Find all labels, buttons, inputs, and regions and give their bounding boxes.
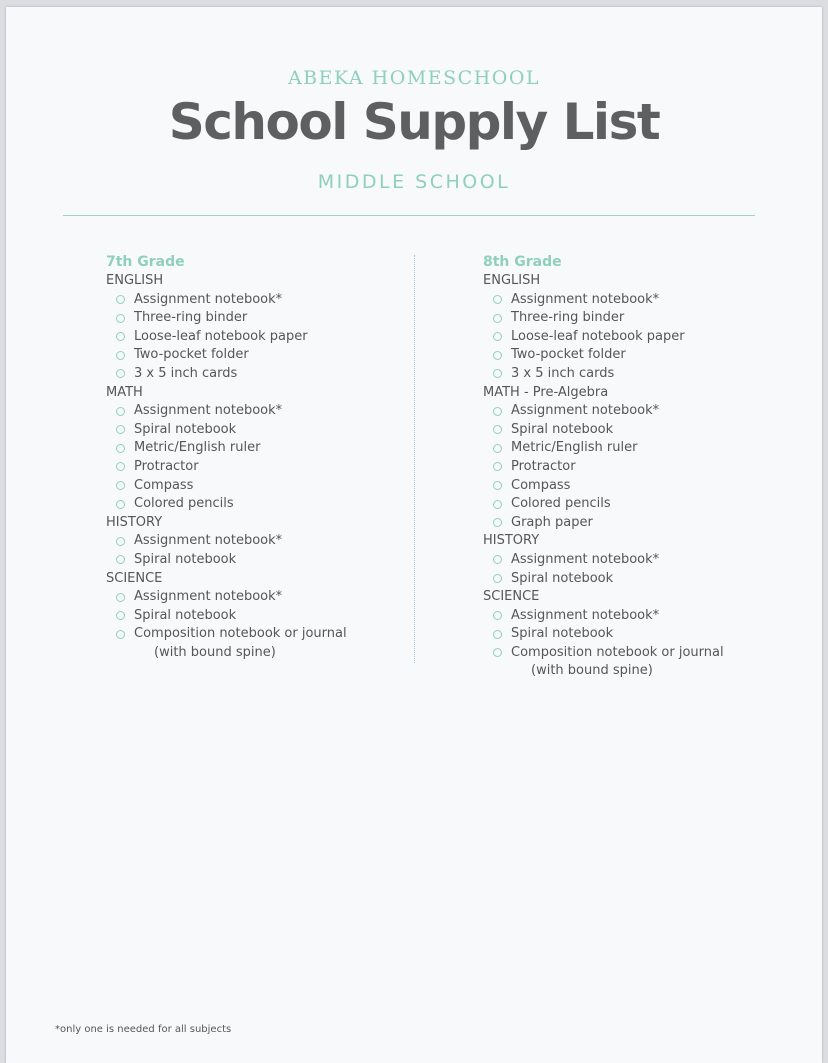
- list-item: [106, 607, 406, 626]
- subject-heading: MATH: [106, 384, 143, 400]
- list-item: [106, 477, 406, 496]
- list-item: [483, 607, 783, 626]
- list-item-label: Colored pencils: [511, 496, 611, 512]
- list-item-label: 3 x 5 inch cards: [134, 365, 238, 381]
- list-item: [106, 625, 406, 662]
- list-item: [483, 551, 783, 570]
- list-item: [106, 328, 406, 347]
- circle-bullet-icon: [116, 593, 125, 602]
- list-item-label: Assignment notebook*: [511, 291, 660, 307]
- list-item: [106, 421, 406, 440]
- list-item-label: Assignment notebook*: [134, 589, 283, 605]
- circle-bullet-icon: [116, 314, 125, 323]
- circle-bullet-icon: [493, 295, 502, 304]
- list-item-label: Loose-leaf notebook paper: [134, 328, 308, 344]
- list-item: [106, 309, 406, 328]
- list-item-label: Protractor: [134, 458, 199, 474]
- list-item-label: Assignment notebook*: [511, 551, 660, 567]
- list-item: [483, 328, 783, 347]
- circle-bullet-icon: [116, 462, 125, 471]
- circle-bullet-icon: [493, 500, 502, 509]
- list-item-label: Spiral notebook: [134, 551, 237, 567]
- list-item-note: (with bound spine): [154, 644, 276, 660]
- grade-column-8th: [483, 253, 783, 681]
- list-item: [106, 439, 406, 458]
- list-item: [483, 402, 783, 421]
- list-item-label: Composition notebook or journal: [511, 644, 724, 660]
- circle-bullet-icon: [116, 407, 125, 416]
- circle-bullet-icon: [116, 332, 125, 341]
- list-item: [483, 644, 783, 681]
- list-item-label: Two-pocket folder: [134, 347, 249, 363]
- header-rule: [63, 215, 755, 216]
- grade-heading: 8th Grade: [483, 254, 562, 270]
- list-item: [106, 402, 406, 421]
- list-item-label: 3 x 5 inch cards: [511, 365, 615, 381]
- circle-bullet-icon: [493, 630, 502, 639]
- list-item-label: Assignment notebook*: [511, 403, 660, 419]
- list-item-label: Assignment notebook*: [511, 607, 660, 623]
- subject-heading: MATH - Pre-Algebra: [483, 384, 609, 400]
- list-item: [106, 588, 406, 607]
- circle-bullet-icon: [493, 555, 502, 564]
- list-item: [483, 365, 783, 384]
- subject-heading: HISTORY: [483, 533, 540, 549]
- list-item-label: Assignment notebook*: [134, 403, 283, 419]
- brand-eyebrow: ABEKA HOMESCHOOL: [287, 67, 541, 89]
- list-item-label: Compass: [511, 477, 571, 493]
- list-item-label: Three-ring binder: [134, 310, 248, 326]
- list-item-label: Assignment notebook*: [134, 291, 283, 307]
- list-item-label: Three-ring binder: [511, 310, 625, 326]
- list-item: [106, 458, 406, 477]
- circle-bullet-icon: [116, 351, 125, 360]
- column-divider: [414, 255, 415, 663]
- list-item: [483, 346, 783, 365]
- list-item-label: Spiral notebook: [134, 607, 237, 623]
- circle-bullet-icon: [116, 537, 125, 546]
- circle-bullet-icon: [116, 295, 125, 304]
- list-item-label: Loose-leaf notebook paper: [511, 328, 685, 344]
- circle-bullet-icon: [116, 481, 125, 490]
- circle-bullet-icon: [116, 444, 125, 453]
- circle-bullet-icon: [116, 611, 125, 620]
- list-item: [483, 291, 783, 310]
- list-item-label: Spiral notebook: [511, 421, 614, 437]
- page-title: School Supply List: [168, 93, 660, 151]
- circle-bullet-icon: [493, 574, 502, 583]
- list-item-label: Two-pocket folder: [511, 347, 626, 363]
- list-item-label: Colored pencils: [134, 496, 234, 512]
- document-page: [6, 7, 822, 1063]
- list-item-label: Spiral notebook: [511, 570, 614, 586]
- circle-bullet-icon: [493, 314, 502, 323]
- circle-bullet-icon: [493, 425, 502, 434]
- grade-heading: 7th Grade: [106, 254, 185, 270]
- circle-bullet-icon: [116, 369, 125, 378]
- subject-heading: ENGLISH: [106, 273, 164, 288]
- list-item: [483, 439, 783, 458]
- circle-bullet-icon: [493, 351, 502, 360]
- list-item: [106, 291, 406, 310]
- list-item-note: (with bound spine): [531, 663, 653, 679]
- list-item: [483, 421, 783, 440]
- list-item: [483, 458, 783, 477]
- list-item: [483, 495, 783, 514]
- list-item: [106, 551, 406, 570]
- list-item-label: Graph paper: [511, 514, 593, 530]
- circle-bullet-icon: [493, 444, 502, 453]
- footnote: *only one is needed for all subjects: [55, 1024, 232, 1035]
- subject-heading: ENGLISH: [483, 273, 541, 288]
- subject-heading: SCIENCE: [106, 570, 163, 586]
- list-item-label: Assignment notebook*: [134, 533, 283, 549]
- list-item-label: Composition notebook or journal: [134, 626, 347, 642]
- list-item-label: Metric/English ruler: [511, 440, 638, 456]
- circle-bullet-icon: [493, 462, 502, 471]
- list-item: [106, 346, 406, 365]
- circle-bullet-icon: [116, 500, 125, 509]
- list-item: [483, 309, 783, 328]
- circle-bullet-icon: [116, 630, 125, 639]
- circle-bullet-icon: [493, 407, 502, 416]
- circle-bullet-icon: [493, 611, 502, 620]
- list-item: [106, 495, 406, 514]
- circle-bullet-icon: [493, 369, 502, 378]
- circle-bullet-icon: [493, 332, 502, 341]
- circle-bullet-icon: [116, 555, 125, 564]
- list-item-label: Spiral notebook: [511, 626, 614, 642]
- list-item-label: Protractor: [511, 458, 576, 474]
- list-item-label: Compass: [134, 477, 194, 493]
- circle-bullet-icon: [493, 481, 502, 490]
- subject-heading: HISTORY: [106, 514, 163, 530]
- list-item: [106, 365, 406, 384]
- list-item: [483, 477, 783, 496]
- list-item: [106, 532, 406, 551]
- circle-bullet-icon: [493, 648, 502, 657]
- grade-column-7th: [106, 253, 406, 662]
- circle-bullet-icon: [493, 518, 502, 527]
- circle-bullet-icon: [116, 425, 125, 434]
- subject-heading: SCIENCE: [483, 589, 540, 605]
- list-item: [483, 570, 783, 589]
- list-item: [483, 625, 783, 644]
- list-item-label: Spiral notebook: [134, 421, 237, 437]
- list-item: [483, 514, 783, 533]
- page-subtitle: MIDDLE SCHOOL: [317, 171, 511, 193]
- list-item-label: Metric/English ruler: [134, 440, 261, 456]
